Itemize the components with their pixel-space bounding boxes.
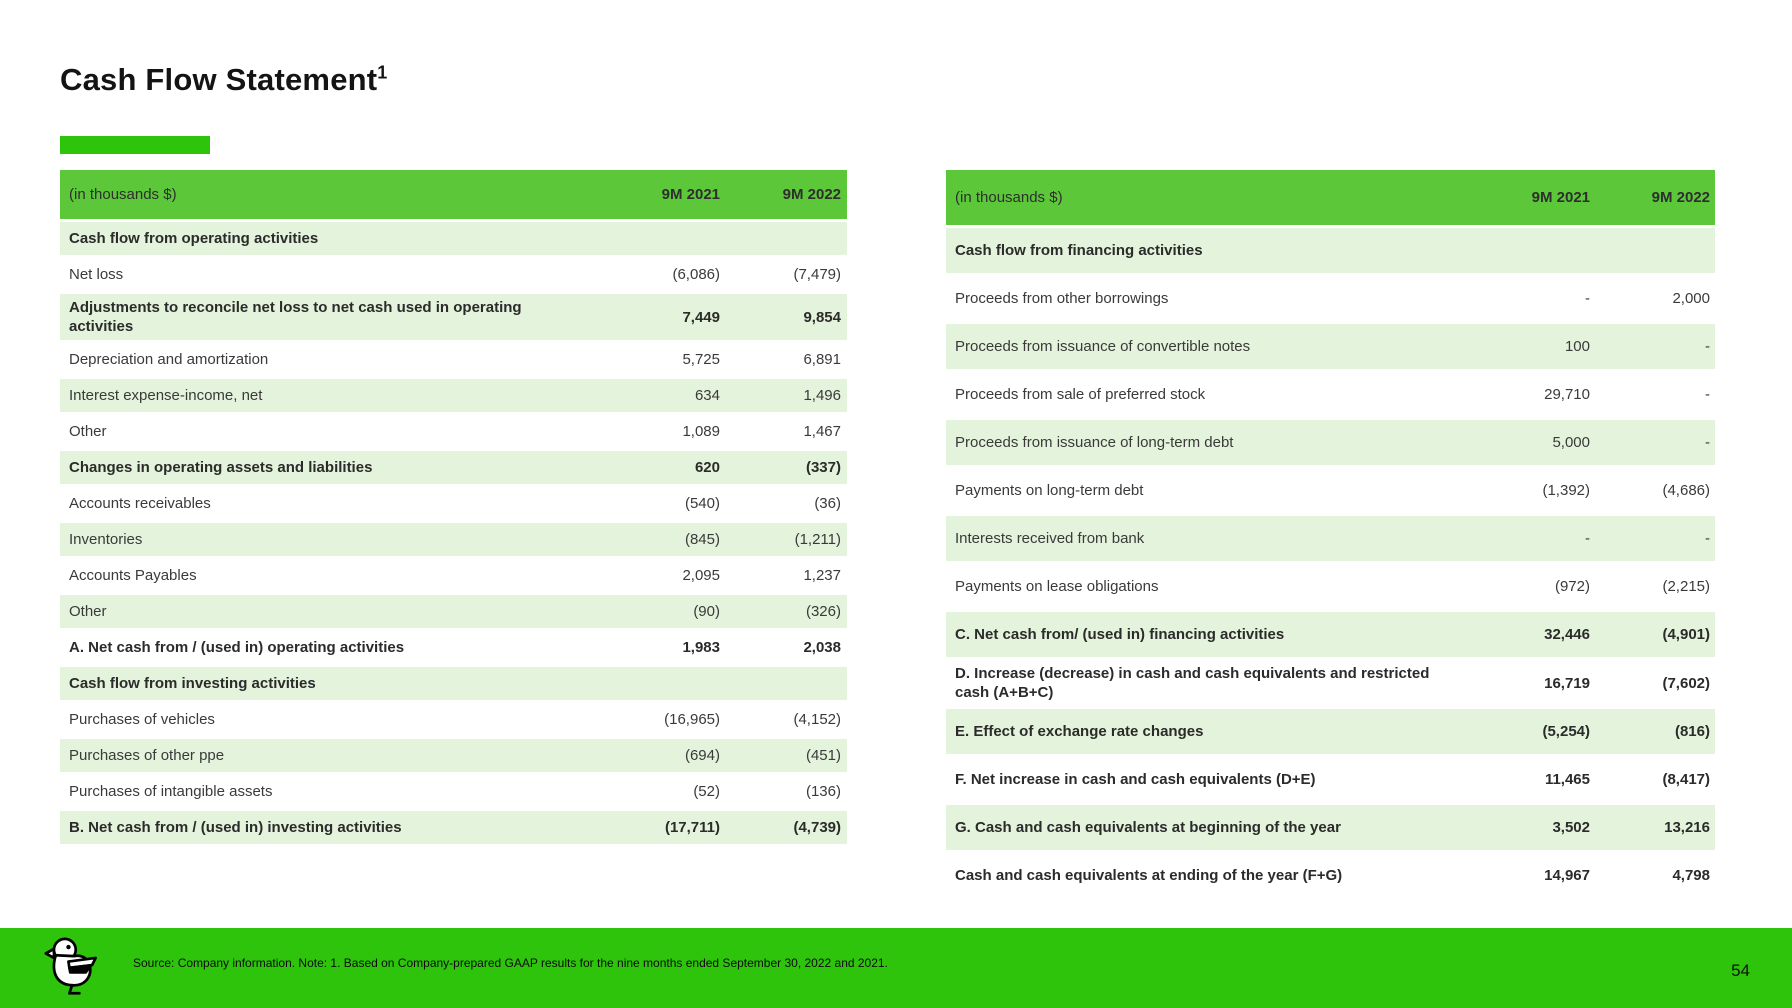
value-9m2021: -	[1585, 290, 1590, 307]
row-label: Proceeds from sale of preferred stock	[955, 386, 1206, 403]
value-9m2022: (4,686)	[1662, 482, 1710, 499]
value-9m2021: 11,465	[1544, 771, 1590, 788]
value-9m2021: 14,967	[1544, 867, 1590, 884]
value-9m2021: 16,719	[1544, 674, 1590, 692]
table-row	[60, 258, 847, 291]
row-label: Cash flow from investing activities	[69, 675, 316, 692]
value-9m2021: (694)	[684, 747, 720, 764]
value-9m2022: 6,891	[803, 351, 841, 368]
value-9m2021: 3,502	[1552, 819, 1590, 836]
row-label: C. Net cash from/ (used in) financing activities	[955, 626, 1285, 643]
table-body	[946, 228, 1715, 898]
column-header-9m2022: 9M 2022	[782, 186, 841, 203]
table-row	[946, 805, 1715, 850]
table-row	[60, 775, 847, 808]
source-note: Source: Company information. Note: 1. Based on Company-prepared GAAP results for the nine months ended September 30, 2022 and 2021.	[133, 956, 888, 970]
table-row	[946, 372, 1715, 417]
value-9m2021: 32,446	[1544, 626, 1590, 643]
table-row	[946, 564, 1715, 609]
value-9m2021: (1,392)	[1542, 482, 1590, 499]
table-body	[60, 222, 847, 844]
value-9m2022: (337)	[805, 459, 841, 476]
table-row	[946, 660, 1715, 706]
value-9m2021: (972)	[1554, 578, 1590, 595]
value-9m2022: (7,602)	[1662, 674, 1710, 692]
value-9m2021: (5,254)	[1542, 723, 1590, 740]
table-row	[946, 757, 1715, 802]
row-label: A. Net cash from / (used in) operating activities	[69, 639, 405, 656]
value-9m2022: (2,215)	[1662, 578, 1710, 595]
row-label: Accounts receivables	[69, 495, 211, 512]
table-row	[60, 739, 847, 772]
row-label: Proceeds from other borrowings	[955, 290, 1169, 307]
value-9m2022: (1,211)	[794, 531, 841, 548]
value-9m2022: (136)	[805, 783, 841, 800]
table-row	[60, 222, 847, 255]
value-9m2022: 2,038	[803, 639, 841, 656]
value-9m2021: 29,710	[1544, 386, 1590, 403]
row-label: Purchases of vehicles	[69, 711, 215, 728]
value-9m2021: 100	[1564, 338, 1590, 355]
value-9m2022: -	[1705, 386, 1710, 403]
row-label: Depreciation and amortization	[69, 351, 269, 368]
value-9m2022: 13,216	[1664, 819, 1710, 836]
table-row	[946, 276, 1715, 321]
row-label: G. Cash and cash equivalents at beginning of the year	[955, 819, 1341, 836]
row-label: E. Effect of exchange rate changes	[955, 723, 1204, 740]
value-9m2022: 1,467	[803, 423, 841, 440]
row-label: Other	[69, 603, 107, 620]
table-header-row	[60, 170, 847, 219]
value-9m2022: (816)	[1674, 723, 1710, 740]
value-9m2021: (17,711)	[664, 819, 720, 836]
financing-table	[946, 170, 1715, 901]
value-9m2021: -	[1585, 530, 1590, 547]
value-9m2021: 1,089	[682, 423, 720, 440]
table-row	[946, 853, 1715, 898]
value-9m2022: -	[1705, 530, 1710, 547]
page-title-text: Cash Flow Statement	[60, 62, 378, 97]
row-label: Inventories	[69, 531, 143, 548]
table-row	[946, 612, 1715, 657]
row-label: B. Net cash from / (used in) investing activities	[69, 819, 402, 836]
table-row	[60, 631, 847, 664]
row-label: Accounts Payables	[69, 567, 197, 584]
row-label: Proceeds from issuance of convertible notes	[955, 338, 1251, 355]
table-row	[60, 379, 847, 412]
page-number: 54	[1731, 961, 1750, 980]
row-label: F. Net increase in cash and cash equivalents (D+E)	[955, 771, 1316, 788]
value-9m2022: (4,901)	[1662, 626, 1710, 643]
table-row	[60, 703, 847, 736]
row-label: Payments on lease obligations	[955, 578, 1159, 595]
table-row	[946, 228, 1715, 273]
row-label: Payments on long-term debt	[955, 482, 1144, 499]
table-row	[60, 415, 847, 448]
table-row	[60, 595, 847, 628]
value-9m2022: (4,152)	[793, 711, 841, 728]
value-9m2021: (540)	[684, 495, 720, 512]
table-row	[60, 451, 847, 484]
column-header-9m2021: 9M 2021	[661, 186, 720, 203]
value-9m2022: 2,000	[1672, 290, 1710, 307]
table-row	[946, 709, 1715, 754]
table-row	[60, 343, 847, 376]
value-9m2022: (7,479)	[793, 266, 841, 283]
row-label: Cash flow from operating activities	[69, 230, 319, 247]
value-9m2021: 634	[694, 387, 720, 404]
row-label: D. Increase (decrease) in cash and cash equivalents and restricted cash (A+B+C)	[955, 665, 1430, 701]
table-row	[60, 811, 847, 844]
value-9m2022: 9,854	[803, 308, 841, 326]
value-9m2021: (16,965)	[664, 711, 720, 728]
value-9m2021: (845)	[684, 531, 720, 548]
row-label: Interests received from bank	[955, 530, 1145, 547]
unit-label: (in thousands $)	[69, 186, 177, 203]
row-label: Purchases of other ppe	[69, 747, 225, 764]
table-row	[946, 468, 1715, 513]
row-label: Purchases of intangible assets	[69, 783, 273, 800]
value-9m2021: 2,095	[682, 567, 720, 584]
table-row	[946, 516, 1715, 561]
page-title	[60, 62, 388, 98]
value-9m2022: -	[1705, 338, 1710, 355]
table-row	[946, 324, 1715, 369]
value-9m2021: (52)	[693, 783, 720, 800]
value-9m2022: 1,237	[803, 567, 841, 584]
row-label: Adjustments to reconcile net loss to net cash used in operating activities	[69, 299, 522, 335]
title-accent-bar	[60, 136, 210, 154]
value-9m2022: (326)	[805, 603, 841, 620]
operating-investing-table	[60, 170, 847, 847]
row-label: Proceeds from issuance of long-term debt	[955, 434, 1234, 451]
column-header-9m2022: 9M 2022	[1651, 189, 1710, 206]
footer-bar	[0, 928, 1792, 1008]
value-9m2022: (4,739)	[793, 819, 841, 836]
row-label: Other	[69, 423, 107, 440]
value-9m2021: 5,725	[682, 351, 720, 368]
value-9m2022: (451)	[805, 747, 841, 764]
value-9m2021: (6,086)	[672, 266, 720, 283]
table-header-row	[946, 170, 1715, 225]
table-row	[60, 294, 847, 340]
row-label: Net loss	[69, 266, 124, 283]
value-9m2022: (8,417)	[1662, 771, 1710, 788]
page-title-footnote-marker: 1	[377, 62, 388, 83]
value-9m2022: (36)	[814, 495, 841, 512]
row-label: Cash and cash equivalents at ending of the year (F+G)	[955, 867, 1343, 884]
value-9m2021: (90)	[693, 603, 720, 620]
row-label: Cash flow from financing activities	[955, 242, 1203, 259]
column-header-9m2021: 9M 2021	[1531, 189, 1590, 206]
table-row	[60, 487, 847, 520]
value-9m2021: 5,000	[1552, 434, 1590, 451]
duck-logo-icon	[44, 935, 102, 999]
value-9m2021: 1,983	[682, 639, 720, 656]
table-row	[60, 667, 847, 700]
row-label: Changes in operating assets and liabilities	[69, 459, 373, 476]
table-row	[60, 559, 847, 592]
value-9m2022: -	[1705, 434, 1710, 451]
value-9m2021: 7,449	[682, 308, 720, 326]
table-row	[946, 420, 1715, 465]
table-row	[60, 523, 847, 556]
value-9m2022: 4,798	[1672, 867, 1710, 884]
value-9m2021: 620	[694, 459, 720, 476]
value-9m2022: 1,496	[803, 387, 841, 404]
unit-label: (in thousands $)	[955, 189, 1063, 206]
row-label: Interest expense-income, net	[69, 387, 263, 404]
